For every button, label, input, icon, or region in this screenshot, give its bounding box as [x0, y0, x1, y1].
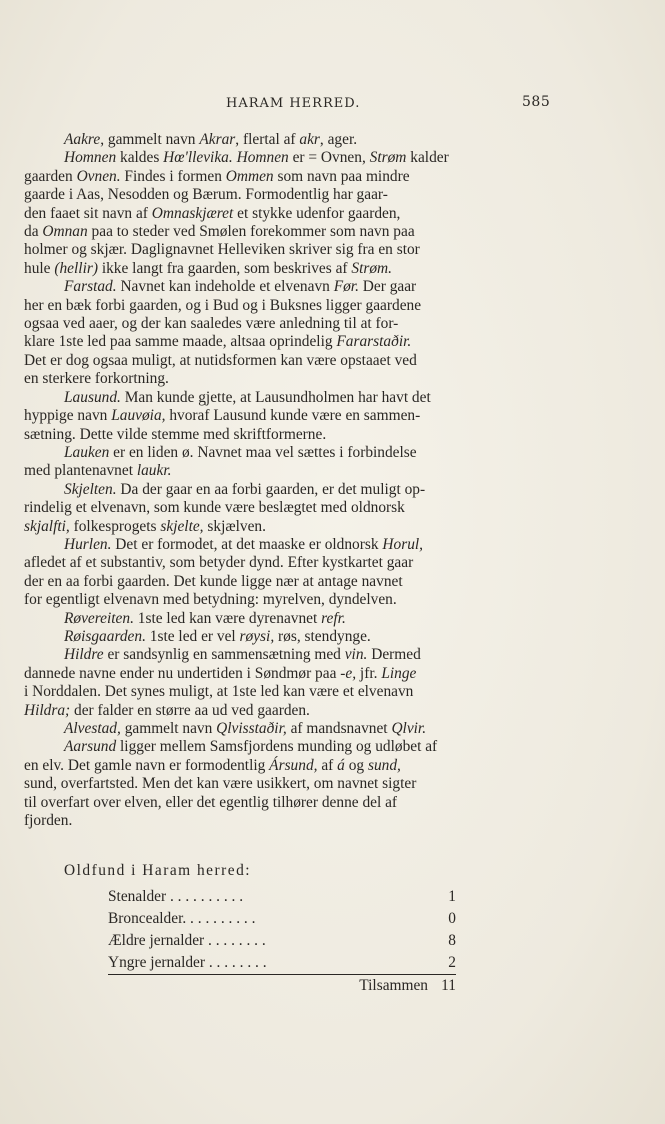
text-line — [24, 407, 544, 425]
italic-term: Linge — [381, 664, 417, 682]
text-run: kalder — [406, 149, 449, 167]
paragraph — [24, 149, 544, 278]
text-run: kaldes — [116, 149, 164, 167]
text-line — [24, 481, 544, 499]
oldfund-row — [108, 952, 456, 975]
page-number: 585 — [522, 94, 551, 110]
text-run: hyppige navn — [24, 407, 112, 425]
italic-term: Farstad. — [64, 278, 117, 296]
text-run: der en aa forbi gaarden. Det kunde ligge nær at antage navnet — [24, 572, 403, 590]
text-run: 1ste led kan være dyrenavnet — [133, 609, 322, 627]
text-run: røs, stendynge. — [274, 627, 371, 645]
paragraph — [24, 131, 544, 149]
text-line — [24, 186, 544, 204]
italic-term: Qlvisstaðir, — [216, 720, 287, 737]
text-run: sætning. Dette vilde stemme med skriftformerne. — [24, 425, 327, 443]
italic-term: skjalfti, — [24, 517, 70, 535]
paragraph — [24, 481, 544, 536]
italic-term: Strøm — [369, 149, 407, 167]
italic-term: Røvereiten. — [64, 609, 134, 627]
paragraph — [24, 610, 544, 628]
paragraph — [24, 444, 544, 481]
paragraph — [24, 738, 544, 830]
row-label-cell — [108, 908, 436, 930]
italic-term: Hildra; — [24, 701, 71, 719]
italic-term: (hellir) — [54, 259, 98, 277]
text-run: folkesprogets — [69, 517, 161, 535]
text-run: for egentligt elvenavn med betydning: myrelven, dyndelven. — [24, 591, 397, 609]
italic-term: Lausund. — [64, 388, 121, 406]
text-run: den faaet sit navn af — [24, 204, 152, 222]
period-label: Yngre jernalder — [108, 954, 205, 971]
italic-term: Aakre — [64, 131, 101, 148]
italic-term: vin. — [344, 646, 368, 664]
text-line — [24, 462, 544, 480]
text-line — [24, 426, 544, 444]
text-run: Navnet kan indeholde et elvenavn — [116, 278, 334, 296]
text-line — [24, 297, 544, 315]
text-run: skjælven. — [203, 517, 266, 535]
text-run: fjorden. — [24, 812, 73, 830]
text-line — [24, 499, 544, 517]
italic-term: Omnan — [42, 223, 88, 241]
text-run: som navn paa mindre — [273, 167, 410, 185]
italic-term: -e, — [340, 664, 357, 682]
find-count: 8 — [448, 932, 456, 949]
text-run: gaarden — [24, 167, 77, 185]
text-run: , flertal af — [235, 131, 300, 148]
text-run: ikke langt fra gaarden, som beskrives af — [97, 259, 352, 277]
text-run: Det er dog ogsaa muligt, at nutidsformen kan være opstaaet ved — [24, 351, 417, 369]
row-label-cell — [108, 930, 436, 952]
text-run: og — [344, 756, 368, 774]
find-count: 2 — [448, 954, 456, 971]
text-line — [24, 168, 544, 186]
period-label: Ældre jernalder — [108, 932, 205, 949]
text-line — [24, 518, 544, 536]
text-line — [24, 131, 544, 149]
text-run: , ager. — [319, 131, 358, 148]
italic-term: Alvestad, — [64, 720, 121, 737]
leader-dots: . . . . . . . . . . — [166, 888, 244, 905]
oldfund-table — [108, 886, 456, 997]
paragraph — [24, 536, 544, 610]
italic-term: Ommen — [225, 167, 274, 185]
text-line — [24, 702, 544, 720]
text-line — [24, 573, 544, 591]
text-run: klare 1ste led paa samme maade, altsaa oprindelig — [24, 333, 337, 351]
text-run: , gammelt navn — [100, 131, 200, 148]
total-value: 11 — [436, 975, 456, 998]
text-run: af mandsnavnet — [286, 720, 392, 737]
italic-term: Qlvir. — [391, 720, 427, 737]
text-run: sund, overfartsted. Men det kan være usikkert, om navnet sigter — [24, 775, 417, 793]
text-run: Der gaar — [358, 278, 417, 296]
text-run: en sterkere forkortning. — [24, 370, 169, 388]
text-line — [24, 241, 544, 259]
total-label: Tilsammen — [108, 975, 436, 998]
text-line — [24, 812, 544, 830]
text-run: her en bæk forbi gaarden, og i Bud og i Buksnes ligger gaardene — [24, 296, 422, 314]
text-run: Det er formodet, at det maaske er oldnorsk — [111, 535, 383, 553]
paragraph — [24, 646, 544, 720]
italic-term: refr. — [321, 609, 346, 627]
text-line — [24, 554, 544, 572]
italic-term: Skjelten. — [64, 480, 117, 498]
text-run: hvoraf Lausund kunde være en sammen- — [165, 407, 421, 425]
paragraph — [24, 720, 544, 738]
text-run: til overfart over elven, eller det egentlig tilhører denne del af — [24, 793, 398, 811]
text-run: Da der gaar en aa forbi gaarden, er det muligt op- — [116, 480, 426, 498]
text-run: et stykke udenfor gaarden, — [233, 204, 401, 222]
paragraph — [24, 278, 544, 388]
italic-term: á — [337, 756, 345, 774]
italic-term: Røisgaarden. — [64, 627, 146, 645]
italic-term: sund, — [367, 756, 401, 774]
text-run: afledet af et substantiv, som betyder dynd. Efter kystkartet gaar — [24, 554, 414, 572]
italic-term: Ovnen. — [76, 167, 121, 185]
italic-term: Fararstaðir. — [336, 333, 412, 351]
italic-term: røysi, — [239, 627, 275, 645]
italic-term: Hurlen. — [64, 535, 112, 553]
text-run: paa to steder ved Smølen forekommer som navn paa — [87, 223, 415, 241]
text-run: Man kunde gjette, at Lausundholmen har havt det — [120, 388, 431, 406]
body-text — [24, 131, 544, 830]
oldfund-total-row — [108, 975, 456, 998]
text-line — [24, 352, 544, 370]
italic-term: akr — [299, 131, 320, 148]
text-run: ligger mellem Samsfjordens munding og udløbet af — [116, 738, 438, 756]
text-run: holmer og skjær. Daglignavnet Helleviken skriver sig fra en stor — [24, 241, 420, 259]
italic-term: Strøm. — [351, 259, 393, 277]
text-line — [24, 278, 544, 296]
text-run: er sandsynlig en sammensætning med — [103, 646, 345, 664]
text-line — [24, 628, 544, 646]
text-run: med plantenavnet — [24, 462, 137, 480]
text-line — [24, 149, 544, 167]
text-run: jfr. — [356, 664, 382, 682]
text-line — [24, 536, 544, 554]
text-run: er = Ovnen, — [288, 149, 370, 167]
text-run: 1ste led er vel — [145, 627, 240, 645]
find-count: 1 — [448, 888, 456, 905]
leader-dots: . . . . . . . . — [205, 954, 267, 971]
italic-term: Akrar — [199, 131, 236, 148]
text-run: hule — [24, 259, 55, 277]
period-label: Stenalder — [108, 888, 167, 905]
text-run: en elv. Det gamle navn er formodentlig — [24, 756, 270, 774]
oldfund-row — [108, 886, 456, 908]
text-run: rindelig et elvenavn, som kunde være beslægtet med oldnorsk — [24, 499, 405, 517]
italic-term: Omnaskjæret — [151, 204, 234, 222]
period-label: Broncealder — [108, 910, 183, 927]
text-run: gammelt navn — [120, 720, 217, 737]
text-line — [24, 757, 544, 775]
italic-term: laukr. — [136, 462, 172, 480]
oldfund-row — [108, 908, 456, 930]
text-run: af — [317, 756, 338, 774]
find-count: 0 — [448, 910, 456, 927]
text-run: er en liden ø. Navnet maa vel sættes i forbindelse — [109, 443, 417, 461]
text-run: i Norddalen. Det synes muligt, at 1ste led kan være et elvenavn — [24, 683, 414, 701]
italic-term: Ársund, — [269, 756, 318, 774]
leader-dots: . . . . . . . . — [204, 932, 266, 949]
text-line — [24, 794, 544, 812]
row-label-cell — [108, 886, 436, 908]
text-run: Dermed — [367, 646, 421, 664]
text-line — [24, 333, 544, 351]
text-line — [24, 720, 544, 738]
text-line — [24, 205, 544, 223]
row-label-cell — [108, 952, 436, 975]
text-line — [24, 260, 544, 278]
italic-term: skjelte, — [160, 517, 204, 535]
oldfund-title: Oldfund i Haram herred: — [64, 862, 252, 879]
text-line — [24, 646, 544, 664]
text-run: dannede navne ender nu undertiden i Søndmør paa — [24, 664, 341, 682]
italic-term: Horul, — [382, 535, 424, 553]
italic-term: Homnen — [236, 149, 289, 167]
text-line — [24, 223, 544, 241]
oldfund-section — [24, 860, 544, 997]
leader-dots: . . . . . . . . . . — [182, 910, 256, 927]
text-line — [24, 610, 544, 628]
text-line — [24, 444, 544, 462]
text-line — [24, 738, 544, 756]
text-line — [24, 683, 544, 701]
running-title: HARAM HERRED. — [226, 96, 361, 111]
italic-term: Hildre — [64, 646, 104, 664]
italic-term: Hœ'llevika. — [163, 149, 233, 167]
page-header — [0, 94, 665, 116]
text-line — [24, 315, 544, 333]
paragraph — [24, 389, 544, 444]
text-run: gaarde i Aas, Nesodden og Bærum. Formodentlig har gaar- — [24, 186, 388, 204]
italic-term: Homnen — [64, 149, 117, 167]
text-line — [24, 389, 544, 407]
text-line — [24, 370, 544, 388]
italic-term: Lauvøia, — [111, 407, 166, 425]
text-line — [24, 775, 544, 793]
oldfund-row — [108, 930, 456, 952]
italic-term: Aarsund — [64, 738, 117, 756]
italic-term: Før. — [333, 278, 359, 296]
text-line — [24, 665, 544, 683]
italic-term: Lauken — [64, 443, 110, 461]
text-line — [24, 591, 544, 609]
text-run: ogsaa ved aaer, og der kan saaledes være anledning til at for- — [24, 315, 399, 333]
text-run: Findes i formen — [120, 167, 226, 185]
paragraph — [24, 628, 544, 646]
text-run: der falder en større aa ud ved gaarden. — [70, 701, 310, 719]
text-run: da — [24, 223, 43, 241]
